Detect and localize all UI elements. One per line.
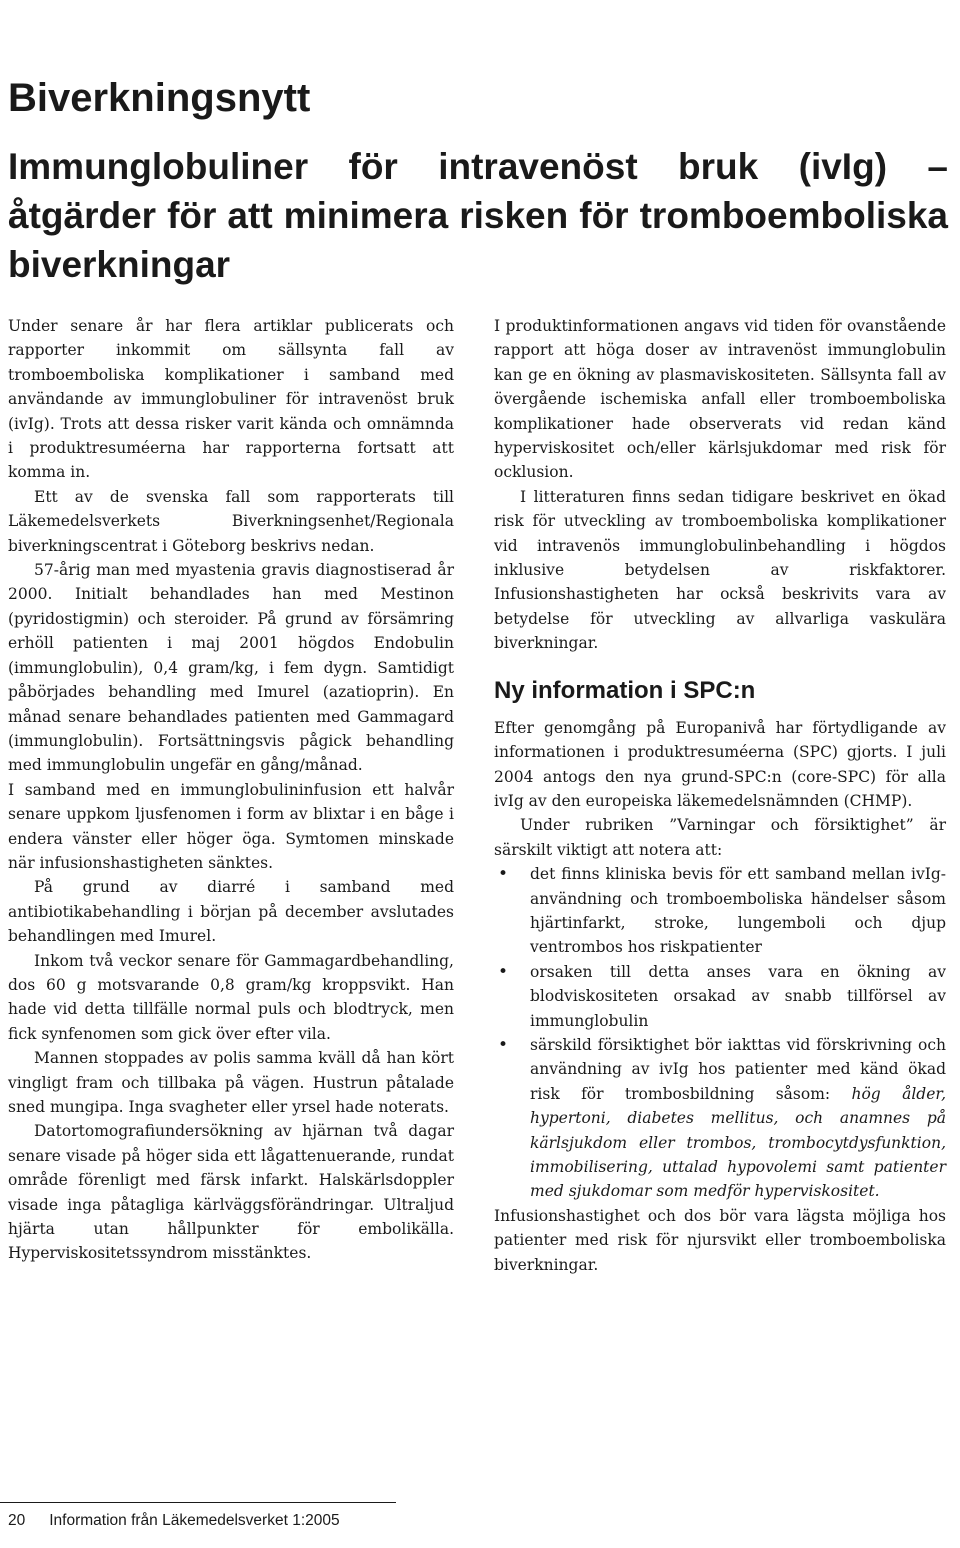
page-footer — [8, 1512, 340, 1530]
page-number: 20 — [8, 1512, 26, 1529]
paragraph: 57-årig man med myastenia gravis diagnostiserad år 2000. Initialt behandlades han med Mestinon (pyridostigmin) och steroider. På grund av försämring erhöll patienten i maj 2001 högdos Endobulin (immunglobulin), 0,4 gram/kg, i fem dygn. Samtidigt påbörjades behandling med Imurel (azatioprin). En månad senare behandlades patienten med Gammagard (immunglobulin). Fortsättningsvis pågick behandling med immunglobulin ungefär en gång/månad. — [8, 561, 454, 775]
bullet-list — [494, 862, 946, 1204]
section-title: Biverkningsnytt — [8, 76, 311, 120]
paragraph: Under rubriken ”Varningar och försiktighet” är särskilt viktigt att notera att: — [494, 816, 946, 859]
bullet-item — [494, 1033, 946, 1204]
paragraph: I samband med en immunglobulininfusion ett halvår senare uppkom ljusfenomen i form av blixtar i en båge i endera vänster eller höger öga. Symtomen minskade när infusionshastigheten sänktes. — [8, 780, 454, 872]
paragraph: På grund av diarré i samband med antibiotikabehandling i början på december avslutades behandlingen med Imurel. — [8, 878, 454, 946]
article-right-column — [494, 314, 946, 1277]
paragraph: Inkom två veckor senare för Gammagardbehandling, dos 60 g motsvarande 0,8 gram/kg kroppsvikt. Han hade vid detta tillfälle normal puls och blodtryck, men fick synfenomen som gick över efter vila. — [8, 951, 454, 1043]
paragraph: Infusionshastighet och dos bör vara lägsta möjliga hos patienter med risk för njursvikt eller tromboemboliska biverkningar. — [494, 1206, 946, 1274]
footer-divider — [0, 1502, 396, 1503]
paragraph: I produktinformationen angavs vid tiden för ovanstående rapport att höga doser av intravenöst immunglobulin kan ge en ökning av plasmaviskositeten. Sällsynta fall av övergående ischemiska anfall eller tromboemboliska komplikationer hade observerats vid redan känd hyperviskositet och/eller kärlsjukdomar med risk för ocklusion. — [494, 317, 946, 482]
paragraph: Mannen stoppades av polis samma kväll då han kört vingligt fram och tillbaka på vägen. Hustrun påtalade sned mungipa. Inga svagheter eller yrsel hade noterats. — [8, 1049, 454, 1116]
paragraph: Under senare år har flera artiklar publicerats och rapporter inkommit om sällsynta fall av tromboemboliska komplikationer i samband med användande av immunglobuliner för intravenöst bruk (ivIg). Trots att dessa risker varit kända och omnämnda i produktresuméerna har rapporterna fortsatt att komma in. — [8, 317, 454, 482]
subheading-ny-information: Ny information i SPC:n — [494, 676, 756, 704]
paragraph: I litteraturen finns sedan tidigare beskrivet en ökad risk för utveckling av tromboemboliska komplikationer vid intravenös immunglobulinbehandling i högdos inklusive betydelsen av riskfaktorer. Infusionshastigheten har också beskrivits vara av betydelse för utveckling av allvarliga vaskulära biverkningar. — [494, 487, 946, 653]
paragraph: Efter genomgång på Europanivå har förtydligande av informationen i produktresuméerna (SPC) gjorts. I juli 2004 antogs den nya grund-SPC:n (core-SPC) för alla ivIg av den europeiska läkemedelsnämnden (CHMP). — [494, 718, 946, 810]
bullet-emphasis: hög ålder, hypertoni, diabetes mellitus, och anamnes på kärlsjukdom eller trombos, trombocytdysfunktion, immobilisering, uttalad hypovolemi samt patienter med sjukdomar som medför hyperviskositet. — [530, 1084, 946, 1201]
article-title: Immunglobuliner för intravenöst bruk (ivIg) – åtgärder för att minimera risken för tromboemboliska biverkningar — [8, 146, 948, 285]
paragraph: Ett av de svenska fall som rapporterats till Läkemedelsverkets Biverkningsenhet/Regionala biverkningscentrat i Göteborg beskrivs nedan. — [8, 487, 454, 555]
bullet-item: • det finns kliniska bevis för ett samband mellan ivIg-användning och tromboemboliska händelser såsom hjärtinfarkt, stroke, lungemboli och djup ventrombos hos riskpatienter — [494, 862, 946, 960]
publication-name: Information från Läkemedelsverket 1:2005 — [49, 1512, 340, 1529]
bullet-item: • orsaken till detta anses vara en ökning av blodviskositeten orsakad av snabb tillförsel av immunglobulin — [494, 960, 946, 1033]
paragraph: Datortomografiundersökning av hjärnan två dagar senare visade på höger sida ett lågattenuerande, rundat område förenligt med färsk infarkt. Halskärlsdoppler visade inga påtagliga kärlväggsförändringar. Ultraljud hjärta utan hållpunkter för embolikälla. Hyperviskositetssyndrom misstänktes. — [8, 1122, 454, 1263]
bullet-text: särskild försiktighet bör iakttas vid förskrivning och användning av ivIg hos patienter med känd ökad risk för trombosbildning såsom: — [530, 1035, 946, 1103]
article-left-column — [8, 314, 454, 1266]
